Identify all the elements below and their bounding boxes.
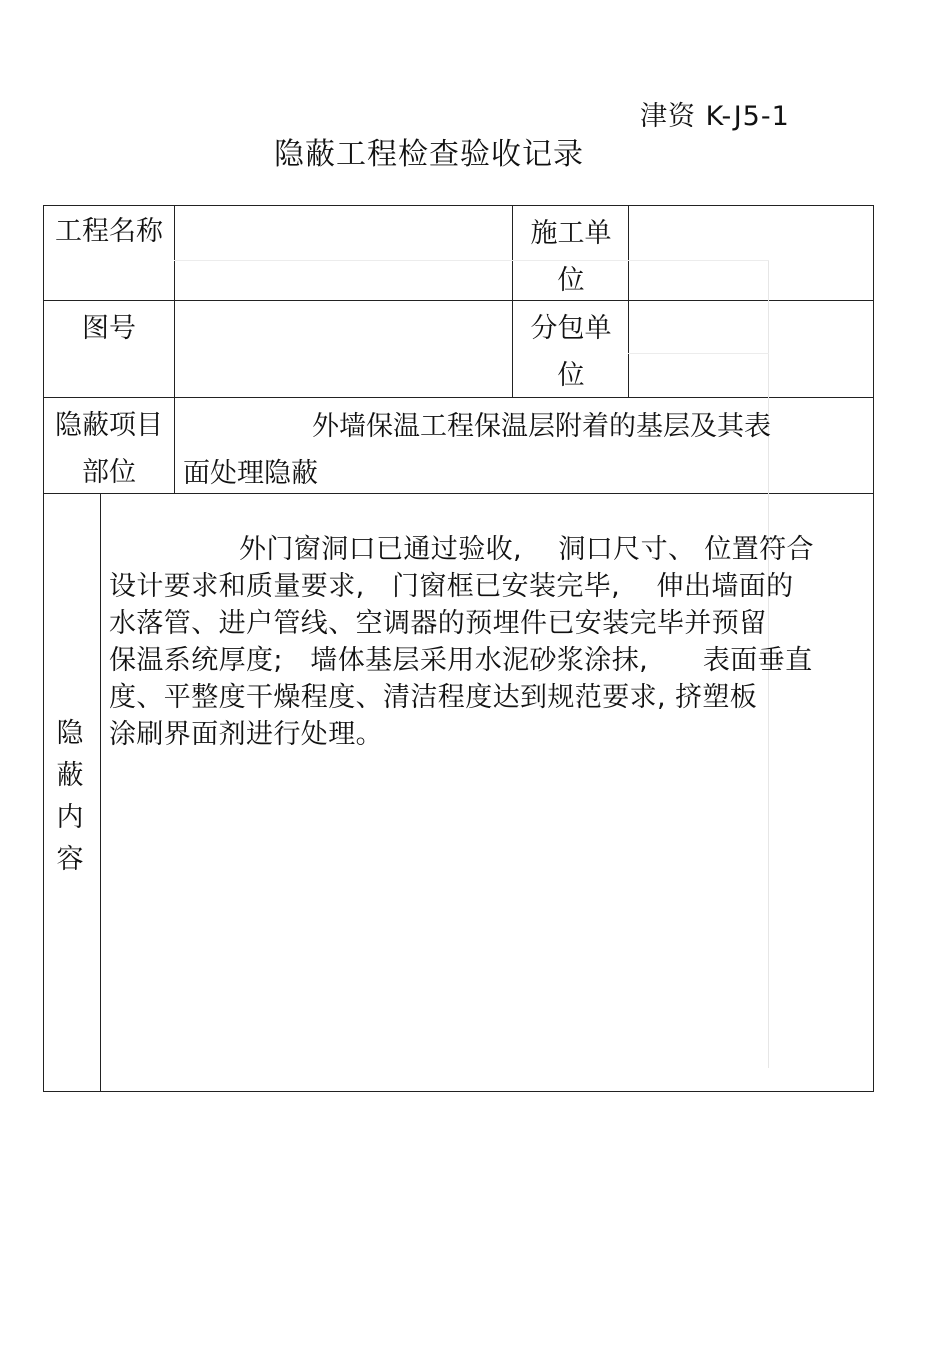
scan-guide-line [174,260,769,261]
drawing-number-label: 图号 [82,313,136,344]
concealed-content-label: 隐蔽内容 [56,718,84,875]
document-title: 隐蔽工程检查验收记录 [274,137,584,172]
table-border-top [43,205,874,206]
col-divider-label [174,205,175,493]
concealed-item-value-line2: 面处理隐蔽 [183,458,318,489]
concealed-content-line-2: 设计要求和质量要求, 门窗框已安装完毕, 伸出墙面的 [109,571,794,602]
table-border-bottom [43,1091,874,1092]
form-code: 津资 K-J5-1 [640,101,790,132]
row-divider-1 [43,300,874,301]
col-divider-right-label [628,205,629,397]
row-divider-2 [43,397,874,398]
concealed-item-value-line1: 外墙保温工程保温层附着的基层及其表 [312,411,771,442]
col-divider-middle [512,205,513,397]
inspection-record-table [43,205,874,1092]
concealed-content-line-6: 涂刷界面剂进行处理。 [109,719,383,750]
subcontractor-label: 分包单位 [530,313,612,391]
concealed-content-line-4: 保温系统厚度; 墙体基层采用水泥砂浆涂抹, 表面垂直 [109,645,813,676]
table-border-left [43,205,44,1092]
concealed-item-label: 隐蔽项目部位 [55,410,163,488]
col-divider-content [100,493,101,1091]
scan-guide-line [628,353,769,354]
construction-unit-label: 施工单位 [530,218,612,296]
project-name-label: 工程名称 [55,216,163,247]
table-border-right [873,205,874,1092]
concealed-content-line-3: 水落管、进户管线、空调器的预埋件已安装完毕并预留 [109,608,767,639]
concealed-content-line-1: 外门窗洞口已通过验收, 洞口尺寸、 位置符合 [239,534,814,565]
concealed-content-line-5: 度、平整度干燥程度、清洁程度达到规范要求, 挤塑板 [109,682,758,713]
